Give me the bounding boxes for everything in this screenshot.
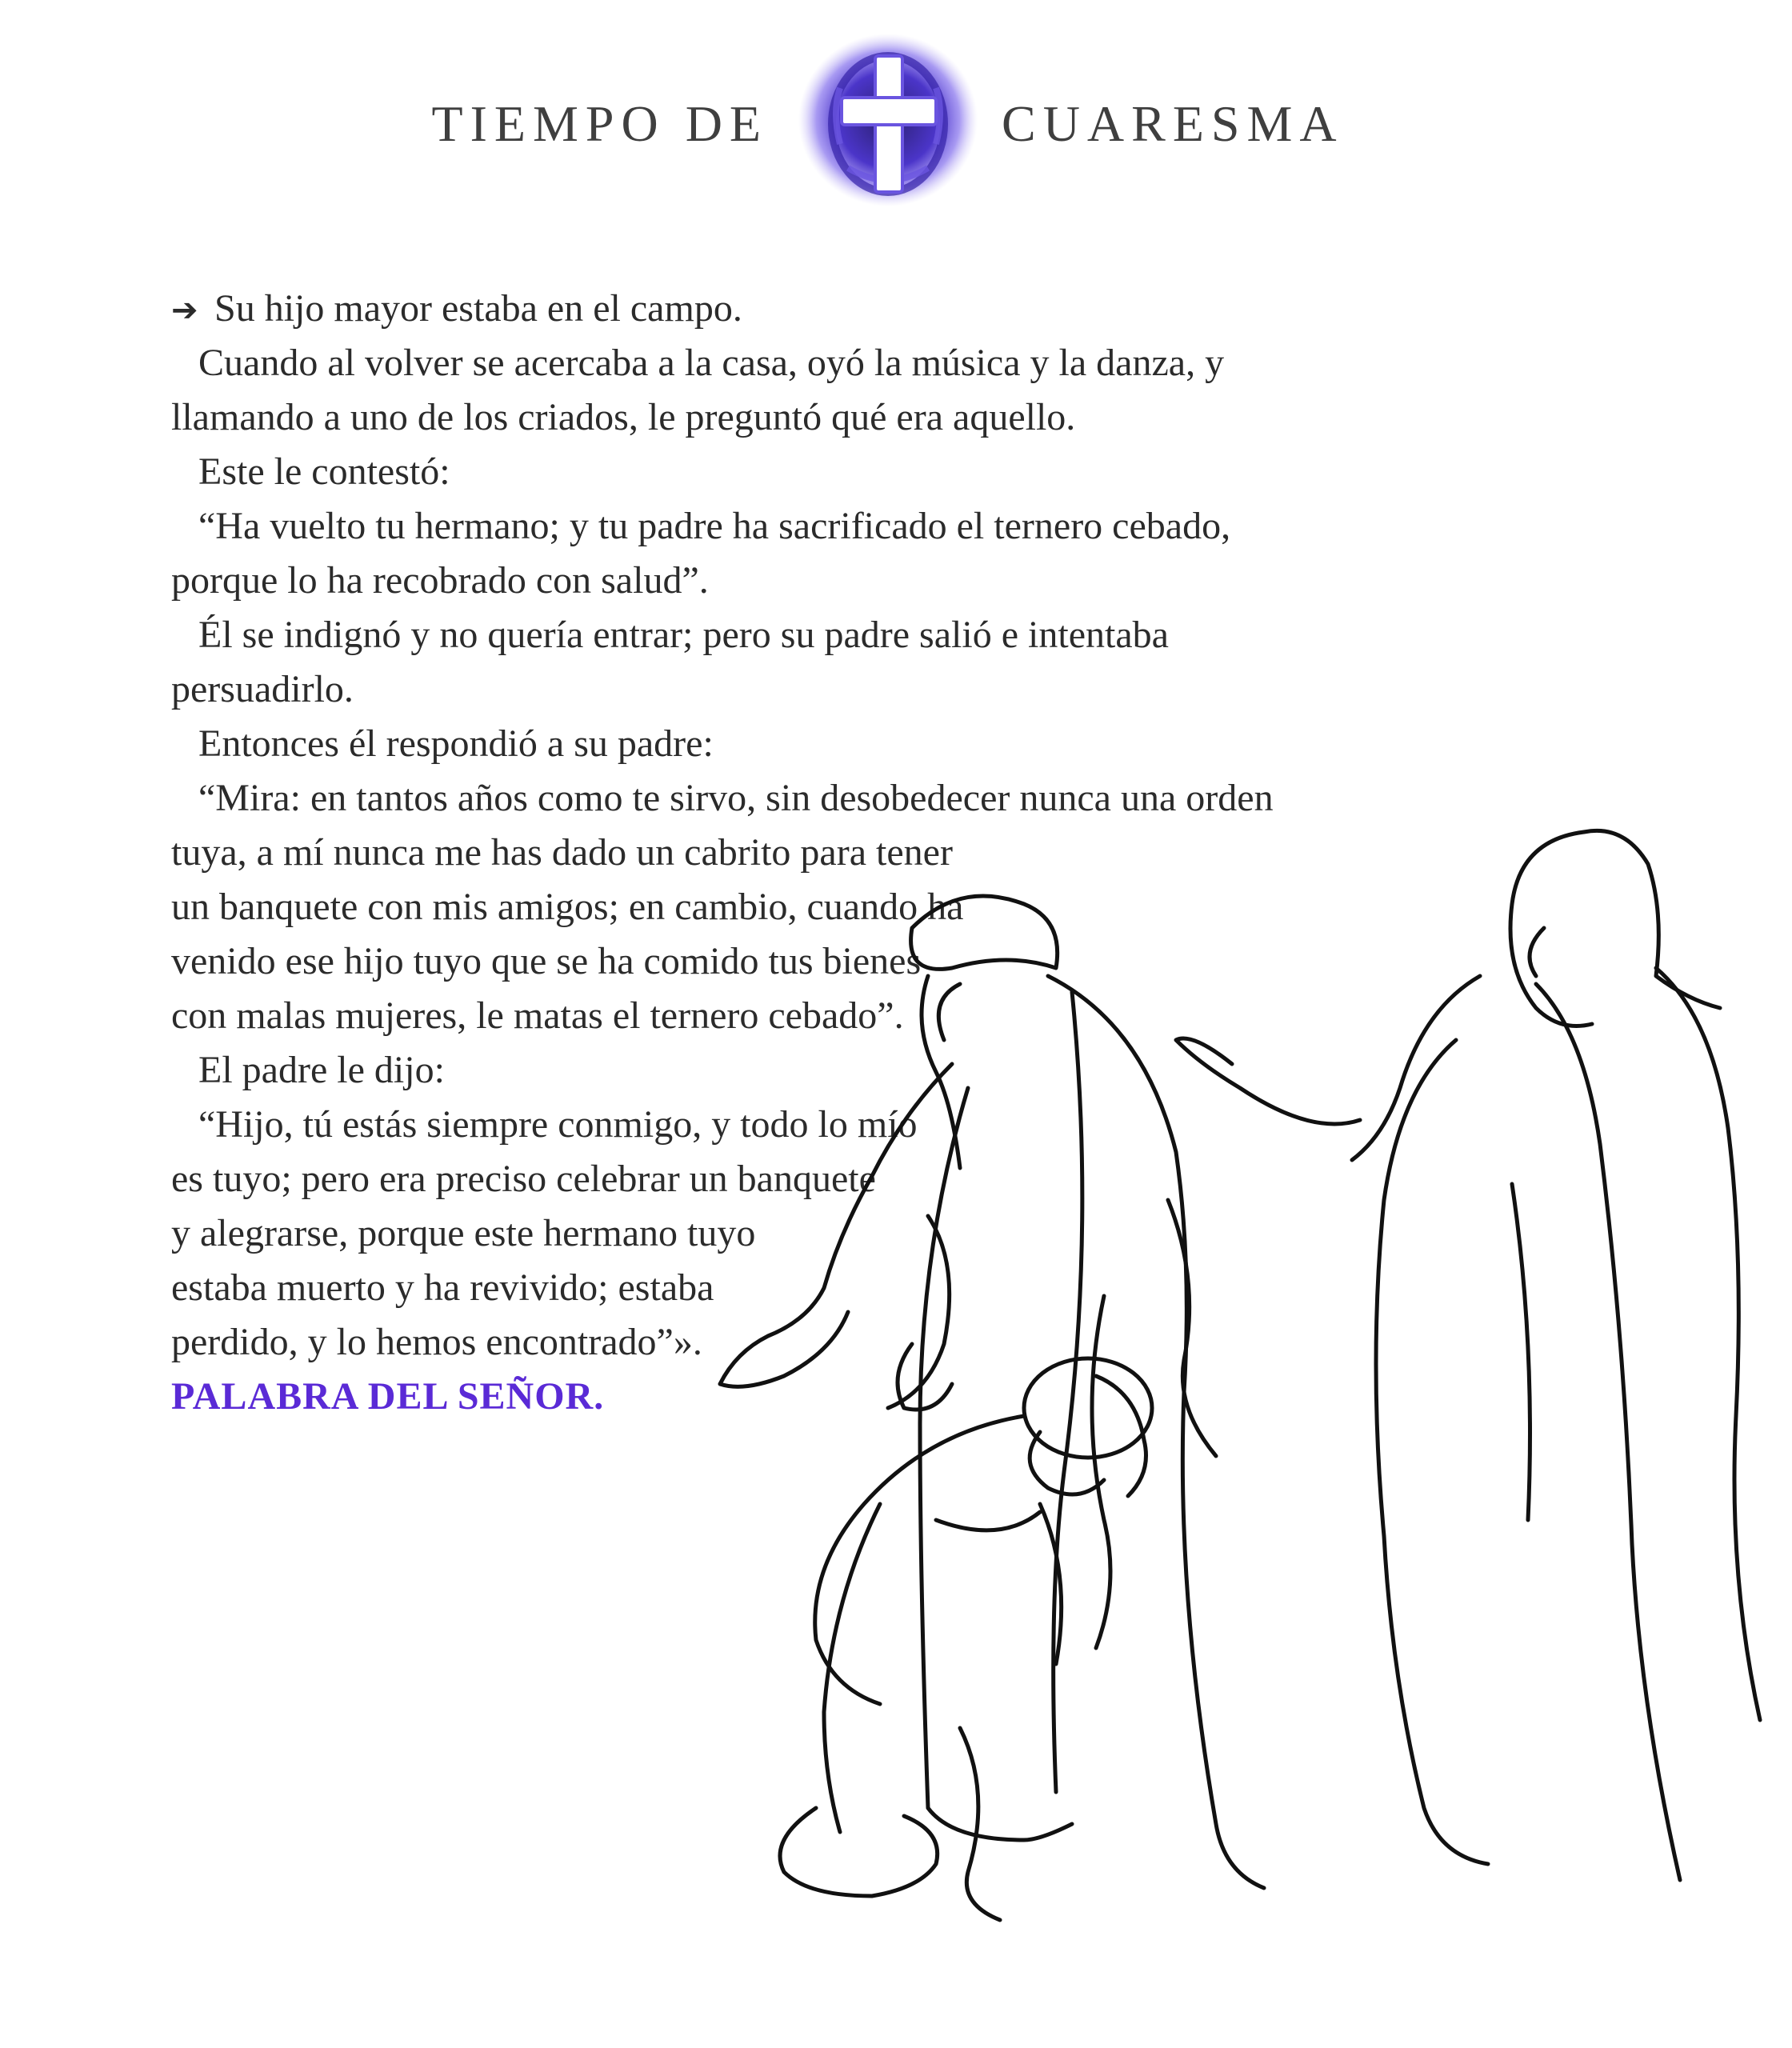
arrow-right-icon: ➔ bbox=[171, 292, 198, 329]
closing-acclamation: PALABRA DEL SEÑOR. bbox=[171, 1375, 605, 1418]
passage-line: venido ese hijo tuyo que se ha comido tus bienes bbox=[171, 940, 922, 982]
passage-line: Él se indignó y no quería entrar; pero su padre salió e intentaba bbox=[198, 614, 1169, 656]
passage-line: Cuando al volver se acercaba a la casa, oyó la música y la danza, y bbox=[198, 342, 1225, 384]
passage-line: tuya, a mí nunca me has dado un cabrito para tener bbox=[171, 831, 953, 874]
passage-line: El padre le dijo: bbox=[198, 1049, 445, 1091]
onlooker-figure bbox=[1176, 830, 1760, 1880]
passage-line: perdido, y lo hemos encontrado”». bbox=[171, 1321, 702, 1363]
prodigal-son-line-drawing-icon bbox=[592, 800, 1792, 1936]
passage-line: Este le contestó: bbox=[198, 450, 450, 493]
passage-line: es tuyo; pero era preciso celebrar un banquete bbox=[171, 1158, 876, 1200]
passage-line: “Ha vuelto tu hermano; y tu padre ha sacrificado el ternero cebado, bbox=[198, 505, 1231, 547]
passage-line: persuadirlo. bbox=[171, 668, 354, 710]
passage-line: estaba muerto y ha revivido; estaba bbox=[171, 1266, 714, 1309]
passage-line: Entonces él respondió a su padre: bbox=[198, 722, 714, 765]
cross-emblem-icon bbox=[792, 24, 984, 216]
header-right-word: CUARESMA bbox=[1002, 95, 1344, 152]
passage-line: llamando a uno de los criados, le preguntó qué era aquello. bbox=[171, 396, 1076, 438]
passage-line: porque lo ha recobrado con salud”. bbox=[171, 559, 709, 602]
passage-line: “Mira: en tantos años como te sirvo, sin desobedecer nunca una orden bbox=[198, 777, 1274, 819]
passage-line: con malas mujeres, le matas el ternero cebado”. bbox=[171, 994, 904, 1037]
page-header bbox=[0, 0, 1792, 240]
passage-line: “Hijo, tú estás siempre conmigo, y todo lo mío bbox=[198, 1103, 918, 1146]
header-left-word: TIEMPO DE bbox=[431, 95, 768, 152]
passage-line: un banquete con mis amigos; en cambio, cuando ha bbox=[171, 886, 964, 928]
passage-line: ➔ Su hijo mayor estaba en el campo. bbox=[171, 282, 1419, 336]
kneeling-son-figure bbox=[780, 1358, 1152, 1920]
passage-line: y alegrarse, porque este hermano tuyo bbox=[171, 1212, 756, 1254]
